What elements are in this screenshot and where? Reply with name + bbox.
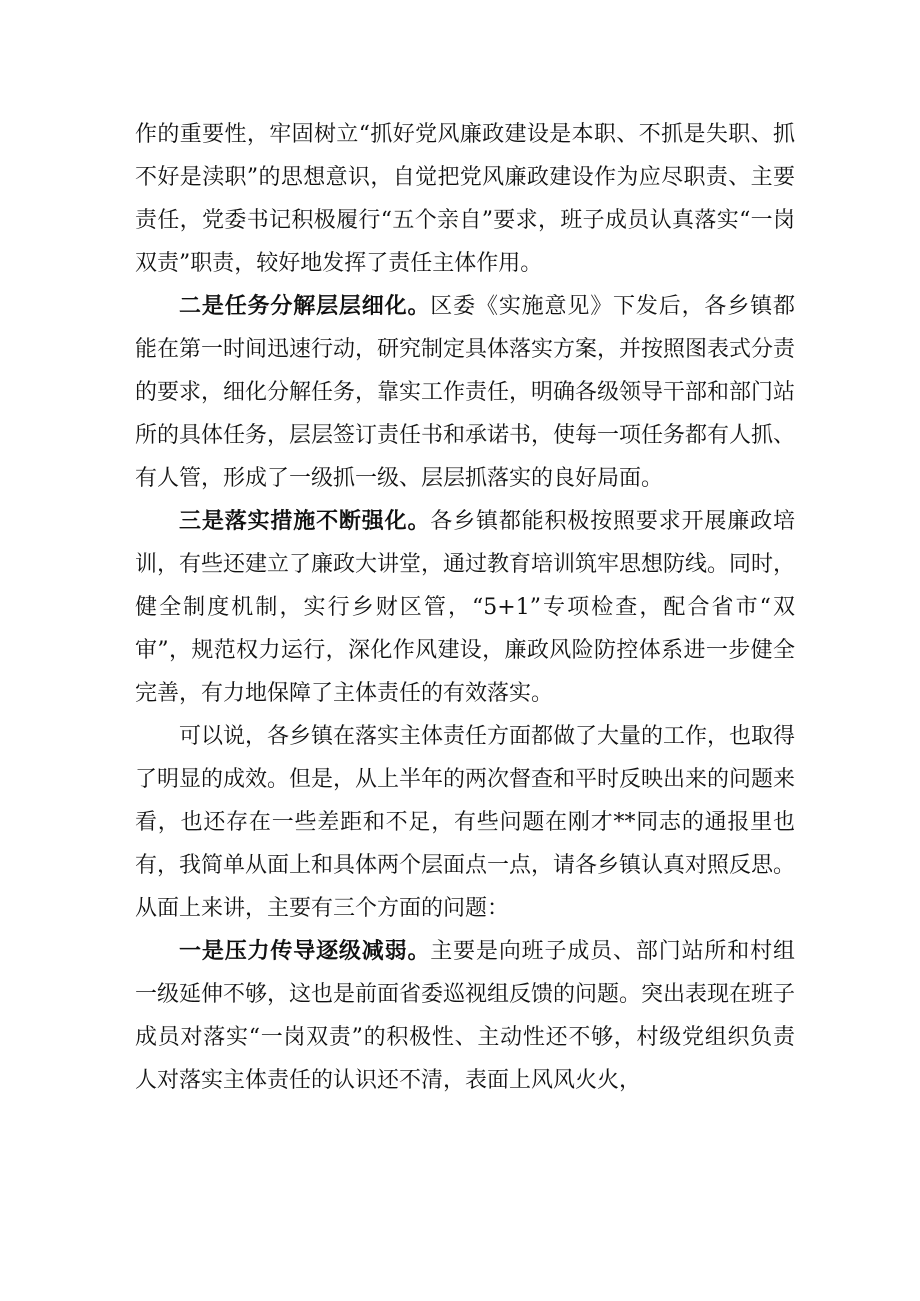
paragraph-measures-strengthened xyxy=(135,500,795,715)
paragraph-text: 可以说，各乡镇在落实主体责任方面都做了大量的工作，也取得了明显的成效。但是，从上半年的两次督查和平时反映出来的问题来看，也还存在一些差距和不足，有些问题在刚才**同志的通报里也有，我简单从面上和具体两个层面点一点，请各乡镇认真对照反思。从面上来讲，主要有三个方面的问题： xyxy=(135,724,796,921)
paragraph-task-decomposition xyxy=(135,285,795,500)
paragraph-text: 主要是向班子成员、部门站所和村组一级延伸不够，这也是前面省委巡视组反馈的问题。突出表现在班子成员对落实“一岗双责”的积极性、主动性还不够，村级党组织负责人对落实主体责任的认识还不清，表面上风风火火， xyxy=(135,939,796,1093)
paragraph-text: 作的重要性，牢固树立“抓好党风廉政建设是本职、不抓是失职、抓不好是渎职”的思想意识，自觉把党风廉政建设作为应尽职责、主要责任，党委书记积极履行“五个亲自”要求，班子成员认真落实“一岗双责”职责，较好地发挥了责任主体作用。 xyxy=(135,122,795,276)
paragraph-pressure-weakening xyxy=(135,930,795,1102)
paragraph-text: 各乡镇都能积极按照要求开展廉政培训，有些还建立了廉政大讲堂，通过教育培训筑牢思想防线。同时，健全制度机制，实行乡财区管，“5+1”专项检查，配合省市“双审”，规范权力运行，深化作风建设，廉政风险防控体系进一步健全完善，有力地保障了主体责任的有效落实。 xyxy=(135,509,796,706)
document-body xyxy=(135,113,795,1102)
paragraph-heading: 一是压力传导逐级减弱。 xyxy=(179,939,431,964)
paragraph-heading: 二是任务分解层层细化。 xyxy=(179,294,431,319)
paragraph-heading: 三是落实措施不断强化。 xyxy=(179,509,431,534)
paragraph-continuation xyxy=(135,113,795,285)
paragraph-summary xyxy=(135,715,795,930)
paragraph-text: 区委《实施意见》下发后，各乡镇都能在第一时间迅速行动，研究制定具体落实方案，并按照图表式分责的要求，细化分解任务，靠实工作责任，明确各级领导干部和部门站所的具体任务，层层签订责任书和承诺书，使每一项任务都有人抓、有人管，形成了一级抓一级、层层抓落实的良好局面。 xyxy=(135,294,796,491)
